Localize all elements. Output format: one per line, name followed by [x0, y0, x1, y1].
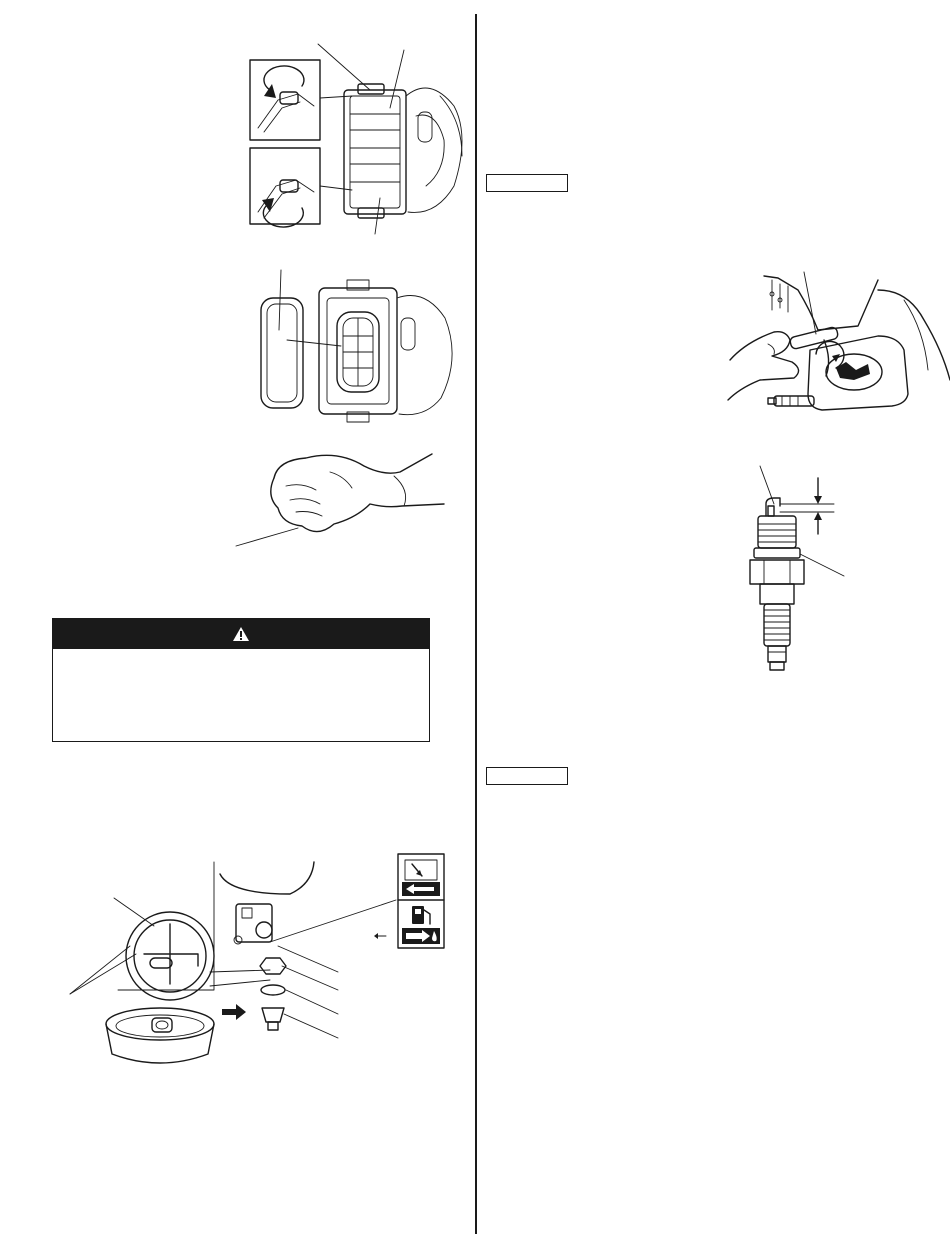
- warning-triangle-icon: [232, 626, 250, 642]
- air-cleaner-element-figure: [255, 268, 465, 424]
- air-cleaner-cover-figure: [240, 36, 470, 232]
- warning-box: [52, 618, 430, 742]
- warning-header: [53, 619, 429, 649]
- column-divider: [475, 14, 477, 1234]
- notice-tag: [486, 174, 568, 192]
- sediment-cup-figure: [60, 854, 450, 1084]
- hand-squeezing-figure: [234, 446, 444, 550]
- notice-tag: [486, 767, 568, 785]
- spark-plug-gap-figure: [740, 464, 950, 672]
- spark-plug-wrench-figure: [728, 270, 950, 420]
